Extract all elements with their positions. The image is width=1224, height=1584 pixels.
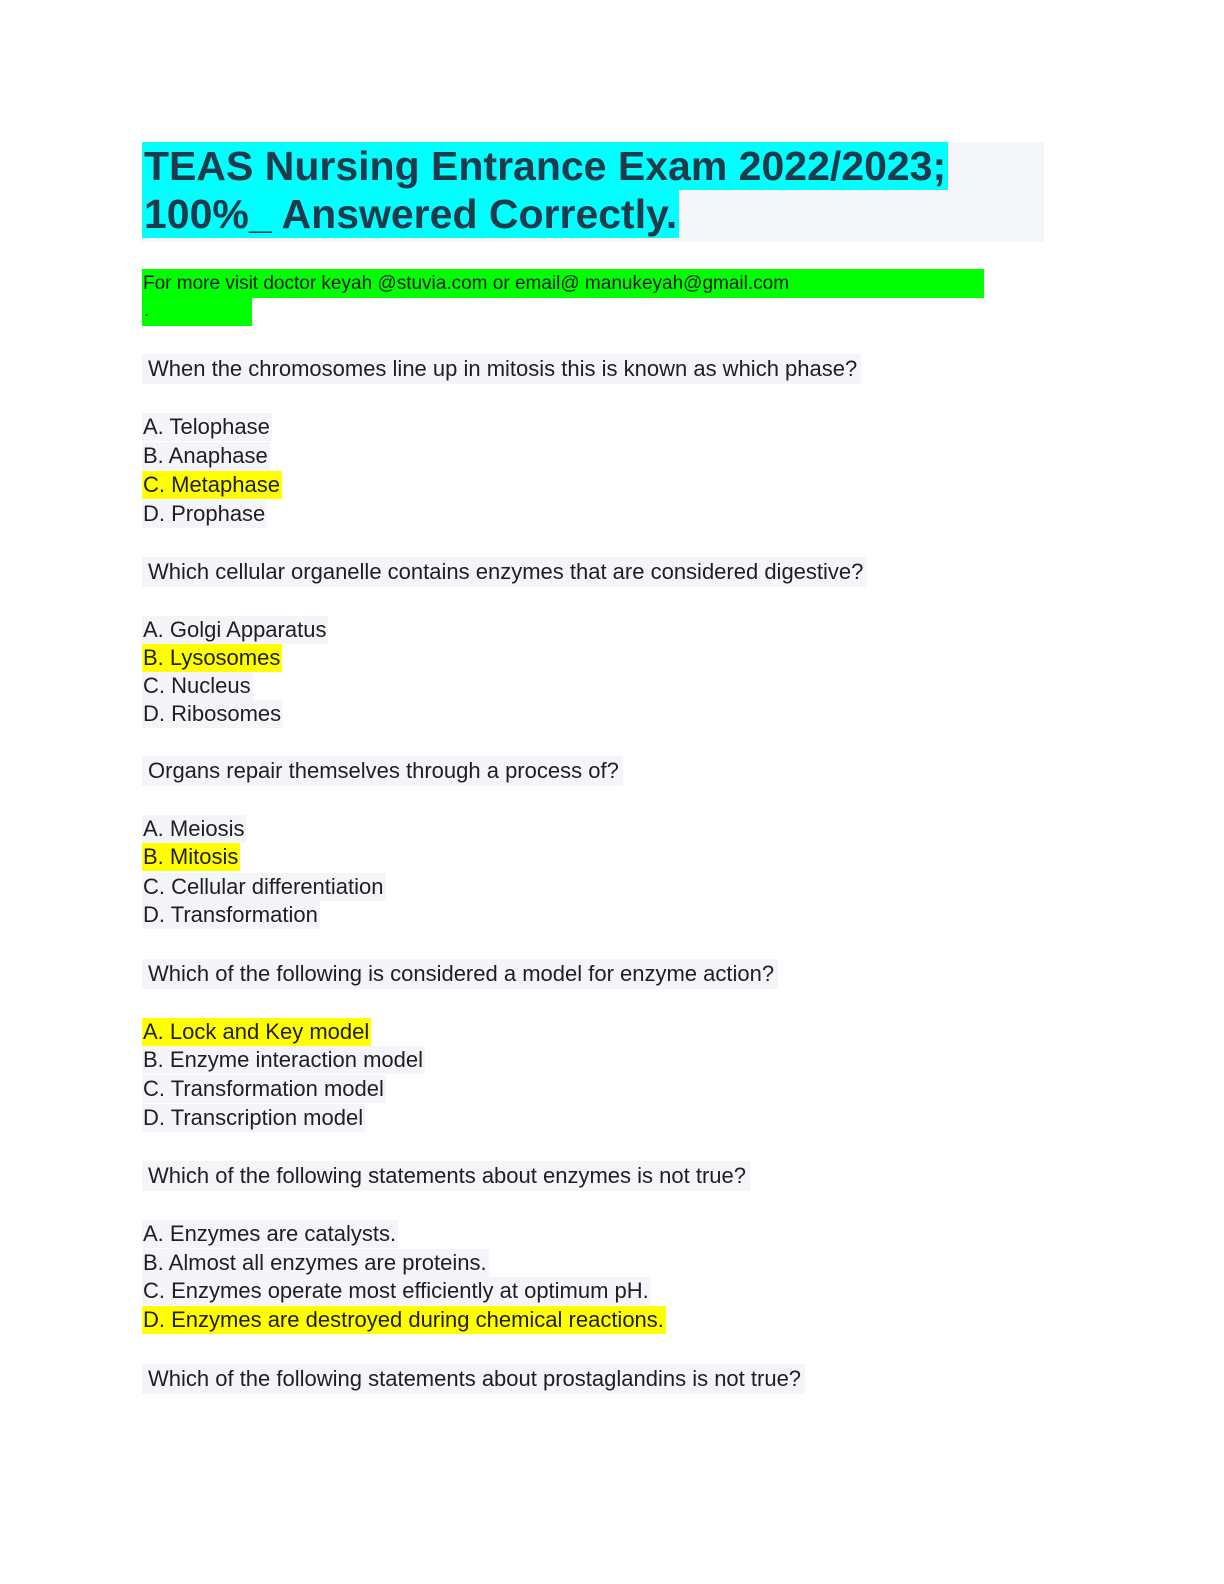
question-1-option-a: A. Telophase — [143, 414, 270, 439]
question-2-option-c: C. Nucleus — [143, 673, 251, 698]
question-5-option-c: C. Enzymes operate most efficiently at optimum pH. — [143, 1278, 649, 1303]
question-5-option-a: A. Enzymes are catalysts. — [143, 1221, 397, 1246]
question-1-option-c-correct: C. Metaphase — [143, 472, 280, 497]
question-2-option-d: D. Ribosomes — [143, 701, 282, 726]
question-2-option-a: A. Golgi Apparatus — [143, 617, 327, 642]
document-title-line-1: TEAS Nursing Entrance Exam 2022/2023; — [144, 143, 947, 189]
question-5-option-d-correct: D. Enzymes are destroyed during chemical reactions. — [143, 1307, 664, 1332]
question-2-option-b-correct: B. Lysosomes — [143, 645, 281, 670]
question-3-option-d: D. Transformation — [143, 902, 318, 927]
question-4: Which of the following is considered a model for enzyme action? — [142, 959, 778, 989]
question-5: Which of the following statements about enzymes is not true? — [142, 1161, 750, 1191]
question-4-option-b: B. Enzyme interaction model — [143, 1047, 424, 1072]
question-6: Which of the following statements about prostaglandins is not true? — [142, 1364, 805, 1394]
question-1-option-b: B. Anaphase — [143, 443, 268, 468]
question-4-option-d: D. Transcription model — [143, 1105, 364, 1130]
question-1-option-d: D. Prophase — [143, 501, 266, 526]
question-4-option-a-correct: A. Lock and Key model — [143, 1019, 370, 1044]
document-title-line-2: 100%_ Answered Correctly. — [144, 191, 678, 237]
question-1: When the chromosomes line up in mitosis this is known as which phase? — [142, 354, 861, 384]
question-2: Which cellular organelle contains enzymes that are considered digestive? — [142, 557, 867, 587]
question-3-option-b-correct: B. Mitosis — [143, 844, 239, 869]
question-4-option-c: C. Transformation model — [143, 1076, 384, 1101]
question-3: Organs repair themselves through a process of? — [142, 756, 623, 786]
question-3-option-c: C. Cellular differentiation — [143, 874, 384, 899]
promo-contact-text: For more visit doctor keyah @stuvia.com or email@ manukeyah@gmail.com — [142, 269, 984, 298]
question-3-option-a: A. Meiosis — [143, 816, 245, 841]
promo-trailing-dot: . — [142, 298, 252, 326]
question-5-option-b: B. Almost all enzymes are proteins. — [143, 1250, 487, 1275]
